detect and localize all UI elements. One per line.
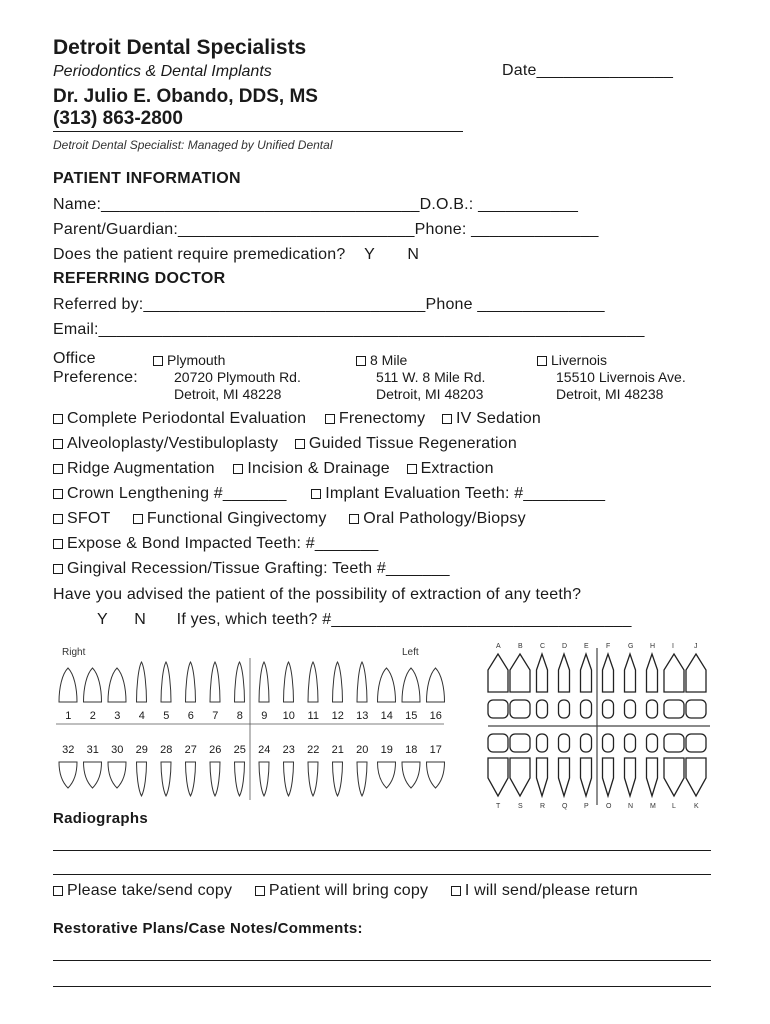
extraction-which-teeth-field[interactable]: If yes, which teeth? #_________________________________ [176, 611, 632, 628]
upper-tooth-1[interactable] [59, 668, 77, 702]
primary-lower-tooth-side[interactable] [559, 758, 570, 796]
procedure-row-5 [53, 510, 526, 528]
upper-tooth-8[interactable] [235, 662, 245, 702]
checkbox-icon[interactable] [153, 356, 163, 366]
lower-tooth-18[interactable] [402, 762, 420, 788]
checkbox-icon[interactable] [53, 489, 63, 499]
primary-letter-H: H [650, 643, 656, 650]
lower-tooth-32[interactable] [59, 762, 77, 788]
lower-tooth-26[interactable] [210, 762, 220, 796]
tooth-number-29: 29 [135, 744, 148, 756]
primary-letter-B: B [518, 643, 523, 650]
primary-upper-tooth-side[interactable] [647, 654, 658, 692]
permanent-tooth-chart [52, 650, 452, 810]
procedure-complete-periodontal-evaluation[interactable]: Complete Periodontal Evaluation [53, 410, 306, 427]
date-field[interactable]: Date_______________ [502, 62, 674, 79]
checkbox-icon[interactable] [442, 414, 452, 424]
primary-lower-tooth-side[interactable] [625, 758, 636, 796]
lower-tooth-21[interactable] [333, 762, 343, 796]
primary-letter-O: O [606, 803, 612, 810]
guardian-phone-field[interactable]: Parent/Guardian:__________________________Phone: ______________ [53, 221, 599, 238]
tooth-number-30: 30 [111, 744, 124, 756]
primary-lower-tooth-occlusal[interactable] [537, 734, 548, 752]
tooth-number-2: 2 [89, 710, 96, 722]
lower-tooth-25[interactable] [235, 762, 245, 796]
primary-upper-tooth-side[interactable] [537, 654, 548, 692]
primary-letter-E: E [584, 643, 589, 650]
primary-lower-tooth-occlusal[interactable] [625, 734, 636, 752]
primary-lower-tooth-side[interactable] [664, 758, 684, 796]
checkbox-icon[interactable] [53, 464, 63, 474]
checkbox-icon[interactable] [537, 356, 547, 366]
primary-tooth-chart [484, 640, 714, 810]
primary-upper-tooth-side[interactable] [686, 654, 706, 692]
tooth-number-7: 7 [212, 710, 219, 722]
premedication-question: Does the patient require premedication? [53, 246, 346, 263]
tooth-number-31: 31 [86, 744, 99, 756]
procedure-crown-lengthening[interactable]: Crown Lengthening #_______ [53, 485, 287, 502]
checkbox-icon[interactable] [407, 464, 417, 474]
office-street: 511 W. 8 Mile Rd. [376, 369, 486, 385]
patient-name-dob-field[interactable]: Name:___________________________________D.O.B.: ___________ [53, 196, 579, 213]
tooth-number-24: 24 [258, 744, 271, 756]
upper-tooth-9[interactable] [259, 662, 269, 702]
primary-letter-D: D [562, 643, 568, 650]
lower-tooth-28[interactable] [161, 762, 171, 796]
checkbox-icon[interactable] [53, 539, 63, 549]
procedure-row-2 [53, 435, 517, 453]
checkbox-icon[interactable] [451, 886, 461, 896]
email-field[interactable]: Email:____________________________________________________________ [53, 321, 645, 338]
lower-tooth-20[interactable] [357, 762, 367, 796]
upper-tooth-3[interactable] [108, 668, 126, 702]
checkbox-icon[interactable] [53, 886, 63, 896]
primary-lower-tooth-occlusal[interactable] [510, 734, 530, 752]
tooth-number-6: 6 [187, 710, 194, 722]
procedure-frenectomy[interactable]: Frenectomy [325, 410, 425, 427]
radiograph-option-take-send[interactable]: Please take/send copy [53, 882, 232, 899]
office-name: Plymouth [167, 352, 226, 368]
primary-lower-tooth-side[interactable] [488, 758, 508, 796]
tooth-number-21: 21 [331, 744, 344, 756]
upper-tooth-2[interactable] [84, 668, 102, 702]
primary-upper-tooth-occlusal[interactable] [581, 700, 592, 718]
office-name: 8 Mile [370, 352, 408, 368]
upper-tooth-7[interactable] [210, 662, 220, 702]
primary-lower-tooth-occlusal[interactable] [603, 734, 614, 752]
tooth-number-27: 27 [184, 744, 197, 756]
procedure-extraction[interactable]: Extraction [407, 460, 494, 477]
lower-tooth-numbers [56, 740, 448, 758]
procedure-oral-pathology-biopsy[interactable]: Oral Pathology/Biopsy [349, 510, 526, 527]
primary-upper-tooth-side[interactable] [510, 654, 530, 692]
tooth-number-32: 32 [62, 744, 75, 756]
primary-letter-K: K [694, 803, 699, 810]
tooth-number-9: 9 [261, 710, 268, 722]
procedure-ridge-augmentation[interactable]: Ridge Augmentation [53, 460, 215, 477]
primary-lower-tooth-side[interactable] [647, 758, 658, 796]
procedure-row-7 [53, 560, 450, 578]
primary-upper-tooth-side[interactable] [488, 654, 508, 692]
primary-upper-tooth-side[interactable] [603, 654, 614, 692]
lower-tooth-27[interactable] [186, 762, 196, 796]
tooth-number-10: 10 [282, 710, 295, 722]
lower-tooth-23[interactable] [284, 762, 294, 796]
radiograph-option-will-send[interactable]: I will send/please return [451, 882, 638, 899]
preference-label: Preference: [53, 369, 138, 386]
procedure-sfot[interactable]: SFOT [53, 510, 110, 527]
upper-tooth-15[interactable] [402, 668, 420, 702]
procedure-row-4 [53, 485, 605, 503]
primary-letter-N: N [628, 803, 634, 810]
notes-heading: Restorative Plans/Case Notes/Comments: [53, 920, 363, 937]
procedure-alveoloplasty[interactable]: Alveoloplasty/Vestibuloplasty [53, 435, 278, 452]
tooth-number-8: 8 [236, 710, 243, 722]
managed-by-note: Detroit Dental Specialist: Managed by Unified Dental [53, 138, 333, 152]
tooth-number-3: 3 [114, 710, 121, 722]
primary-lower-tooth-side[interactable] [603, 758, 614, 796]
tooth-number-18: 18 [405, 744, 418, 756]
procedure-guided-tissue-regeneration[interactable]: Guided Tissue Regeneration [295, 435, 517, 452]
primary-upper-tooth-occlusal[interactable] [510, 700, 530, 718]
primary-letter-M: M [650, 803, 656, 810]
primary-letter-I: I [672, 643, 674, 650]
tooth-number-13: 13 [356, 710, 369, 722]
radiograph-option-patient-bring[interactable]: Patient will bring copy [255, 882, 428, 899]
tooth-number-11: 11 [307, 710, 319, 722]
primary-letter-J: J [694, 643, 698, 650]
office-city: Detroit, MI 48203 [376, 386, 484, 402]
tooth-number-16: 16 [429, 710, 442, 722]
procedure-row-1 [53, 410, 541, 428]
upper-tooth-16[interactable] [427, 668, 445, 702]
primary-letter-L: L [672, 803, 676, 810]
radiographs-line-1[interactable] [53, 850, 711, 851]
radiographs-heading: Radiographs [53, 810, 148, 827]
procedure-implant-evaluation[interactable]: Implant Evaluation Teeth: #_________ [311, 485, 605, 502]
primary-letter-F: F [606, 643, 611, 650]
upper-tooth-13[interactable] [357, 662, 367, 702]
tooth-number-14: 14 [380, 710, 393, 722]
practice-name: Detroit Dental Specialists [53, 36, 307, 59]
primary-lower-tooth-side[interactable] [510, 758, 530, 796]
primary-lower-tooth-side[interactable] [686, 758, 706, 796]
tooth-number-22: 22 [307, 744, 320, 756]
premedication-yes[interactable]: Y [364, 246, 375, 263]
extraction-no[interactable]: N [134, 611, 147, 628]
checkbox-icon[interactable] [233, 464, 243, 474]
primary-upper-tooth-occlusal[interactable] [603, 700, 614, 718]
notes-line-1[interactable] [53, 960, 711, 961]
office-street: 15510 Livernois Ave. [556, 369, 686, 385]
primary-upper-tooth-occlusal[interactable] [488, 700, 508, 718]
practice-phone: (313) 863-2800 [53, 108, 183, 129]
primary-upper-tooth-side[interactable] [625, 654, 636, 692]
primary-upper-tooth-occlusal[interactable] [625, 700, 636, 718]
procedure-gingival-recession-grafting[interactable]: Gingival Recession/Tissue Grafting: Teeth #_______ [53, 560, 450, 577]
tooth-number-25: 25 [233, 744, 246, 756]
radiographs-options [53, 882, 638, 900]
primary-letter-Q: Q [562, 803, 568, 810]
primary-upper-tooth-side[interactable] [581, 654, 592, 692]
primary-lower-tooth-occlusal[interactable] [664, 734, 684, 752]
notes-line-2[interactable] [53, 986, 711, 987]
upper-tooth-5[interactable] [161, 662, 171, 702]
office-name: Livernois [551, 352, 608, 368]
procedure-incision-drainage[interactable]: Incision & Drainage [233, 460, 390, 477]
tooth-number-4: 4 [138, 710, 145, 722]
primary-letter-A: A [496, 643, 501, 650]
primary-upper-tooth-occlusal[interactable] [664, 700, 684, 718]
procedure-row-6 [53, 535, 379, 553]
checkbox-icon[interactable] [133, 514, 143, 524]
checkbox-icon[interactable] [295, 439, 305, 449]
tooth-number-1: 1 [65, 710, 72, 722]
tooth-number-28: 28 [160, 744, 173, 756]
upper-tooth-11[interactable] [308, 662, 318, 702]
extraction-question: Have you advised the patient of the possibility of extraction of any teeth? [53, 586, 582, 603]
primary-letter-G: G [628, 643, 634, 650]
upper-tooth-10[interactable] [284, 662, 294, 702]
chart-left-label: Left [402, 647, 419, 658]
patient-info-heading: PATIENT INFORMATION [53, 170, 241, 187]
tooth-number-23: 23 [282, 744, 295, 756]
primary-letter-T: T [496, 803, 501, 810]
practice-specialty: Periodontics & Dental Implants [53, 63, 272, 80]
office-option-livernois[interactable] [537, 352, 686, 403]
primary-upper-tooth-occlusal[interactable] [686, 700, 706, 718]
primary-upper-tooth-occlusal[interactable] [647, 700, 658, 718]
tooth-number-17: 17 [429, 744, 442, 756]
extraction-answer-row [97, 611, 632, 629]
primary-lower-tooth-occlusal[interactable] [647, 734, 658, 752]
office-street: 20720 Plymouth Rd. [174, 369, 301, 385]
upper-tooth-numbers [56, 706, 448, 724]
tooth-number-12: 12 [331, 710, 344, 722]
tooth-number-19: 19 [380, 744, 393, 756]
primary-lower-tooth-occlusal[interactable] [686, 734, 706, 752]
referred-by-phone-field[interactable]: Referred by:_______________________________Phone ______________ [53, 296, 605, 313]
tooth-number-26: 26 [209, 744, 222, 756]
office-city: Detroit, MI 48238 [556, 386, 664, 402]
premedication-row [53, 246, 419, 264]
primary-lower-tooth-side[interactable] [537, 758, 548, 796]
primary-lower-tooth-occlusal[interactable] [559, 734, 570, 752]
checkbox-icon[interactable] [255, 886, 265, 896]
upper-tooth-6[interactable] [186, 662, 196, 702]
lower-tooth-30[interactable] [108, 762, 126, 788]
primary-letter-R: R [540, 803, 546, 810]
tooth-number-15: 15 [405, 710, 418, 722]
lower-tooth-29[interactable] [137, 762, 147, 796]
checkbox-icon[interactable] [53, 514, 63, 524]
upper-tooth-4[interactable] [137, 662, 147, 702]
header-rule [53, 131, 463, 132]
procedure-iv-sedation[interactable]: IV Sedation [442, 410, 541, 427]
lower-tooth-24[interactable] [259, 762, 269, 796]
chart-right-label: Right [62, 647, 86, 658]
lower-tooth-22[interactable] [308, 762, 318, 796]
tooth-number-5: 5 [163, 710, 170, 722]
primary-lower-tooth-occlusal[interactable] [488, 734, 508, 752]
office-city: Detroit, MI 48228 [174, 386, 282, 402]
doctor-name: Dr. Julio E. Obando, DDS, MS [53, 86, 318, 107]
office-option-plymouth[interactable] [153, 352, 301, 403]
radiographs-line-2[interactable] [53, 874, 711, 875]
checkbox-icon[interactable] [53, 439, 63, 449]
tooth-number-20: 20 [356, 744, 369, 756]
checkbox-icon[interactable] [356, 356, 366, 366]
extraction-yes[interactable]: Y [97, 611, 108, 628]
checkbox-icon[interactable] [325, 414, 335, 424]
lower-tooth-17[interactable] [427, 762, 445, 788]
procedure-expose-bond[interactable]: Expose & Bond Impacted Teeth: #_______ [53, 535, 379, 552]
office-option-8-mile[interactable] [356, 352, 485, 403]
upper-tooth-12[interactable] [333, 662, 343, 702]
lower-tooth-19[interactable] [378, 762, 396, 788]
referring-doctor-heading: REFERRING DOCTOR [53, 270, 226, 287]
primary-letter-C: C [540, 643, 546, 650]
primary-upper-tooth-side[interactable] [664, 654, 684, 692]
primary-letter-P: P [584, 803, 589, 810]
primary-lower-tooth-occlusal[interactable] [581, 734, 592, 752]
primary-lower-tooth-side[interactable] [581, 758, 592, 796]
checkbox-icon[interactable] [311, 489, 321, 499]
primary-upper-tooth-occlusal[interactable] [559, 700, 570, 718]
office-label: Office [53, 350, 96, 367]
upper-tooth-14[interactable] [378, 668, 396, 702]
checkbox-icon[interactable] [349, 514, 359, 524]
procedure-row-3 [53, 460, 494, 478]
checkbox-icon[interactable] [53, 414, 63, 424]
primary-letter-S: S [518, 803, 523, 810]
premedication-no[interactable]: N [407, 246, 420, 263]
checkbox-icon[interactable] [53, 564, 63, 574]
primary-upper-tooth-side[interactable] [559, 654, 570, 692]
procedure-functional-gingivectomy[interactable]: Functional Gingivectomy [133, 510, 327, 527]
primary-upper-tooth-occlusal[interactable] [537, 700, 548, 718]
lower-tooth-31[interactable] [84, 762, 102, 788]
